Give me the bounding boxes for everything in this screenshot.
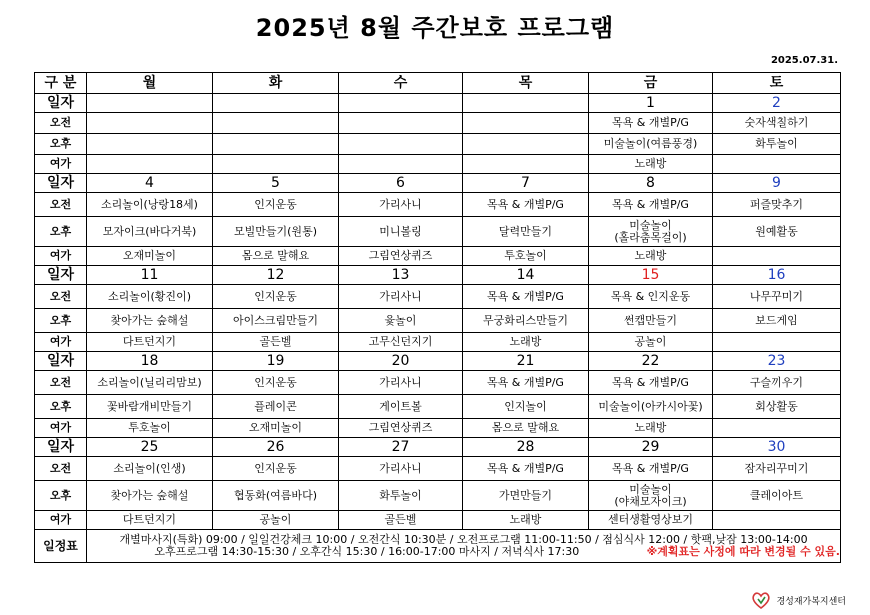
document-date: 2025.07.31. bbox=[770, 55, 838, 66]
date-cell: 7 bbox=[463, 174, 589, 193]
leisure-cell: 다트던지기 bbox=[87, 333, 213, 352]
leisure-cell: 공놀이 bbox=[589, 333, 713, 352]
footer bbox=[750, 589, 846, 611]
leisure-cell: 골든벨 bbox=[213, 333, 339, 352]
morning-cell: 인지운동 bbox=[213, 457, 339, 481]
afternoon-cell: 원예활동 bbox=[713, 217, 841, 247]
leisure-cell: 그림연상퀴즈 bbox=[339, 419, 463, 438]
week-2-morning-row bbox=[35, 193, 841, 217]
afternoon-label: 오후 bbox=[35, 309, 87, 333]
afternoon-cell: 모자이크(바다거북) bbox=[87, 217, 213, 247]
morning-cell: 잠자리꾸미기 bbox=[713, 457, 841, 481]
date-cell bbox=[87, 94, 213, 113]
afternoon-cell: 찾아가는 숲해설 bbox=[87, 481, 213, 511]
week-3-date-row bbox=[35, 266, 841, 285]
schedule-line-1: 개별마사지(특화) 09:00 / 일일건강체크 10:00 / 오전간식 10:30분 / 오전프로그램 11:00-11:50 / 점심식사 12:00 / 핫팩,낮잠 13:00-14:00 bbox=[119, 533, 808, 546]
header-day-wed: 수 bbox=[339, 73, 463, 94]
date-cell: 11 bbox=[87, 266, 213, 285]
morning-cell: 목욕 & 개별P/G bbox=[463, 371, 589, 395]
leisure-cell: 그림연상퀴즈 bbox=[339, 247, 463, 266]
leisure-label: 여가 bbox=[35, 511, 87, 530]
date-cell: 29 bbox=[589, 438, 713, 457]
leisure-cell bbox=[713, 155, 841, 174]
morning-label: 오전 bbox=[35, 285, 87, 309]
afternoon-label: 오후 bbox=[35, 217, 87, 247]
leisure-cell: 노래방 bbox=[463, 511, 589, 530]
week-3-morning-row bbox=[35, 285, 841, 309]
schedule-table bbox=[34, 72, 841, 563]
morning-cell: 퍼즐맞추기 bbox=[713, 193, 841, 217]
afternoon-cell: 게이트볼 bbox=[339, 395, 463, 419]
schedule-body bbox=[35, 94, 841, 530]
week-1-leisure-row bbox=[35, 155, 841, 174]
afternoon-cell: 무궁화리스만들기 bbox=[463, 309, 589, 333]
afternoon-cell: 아이스크림만들기 bbox=[213, 309, 339, 333]
page-title: 2025년 8월 주간보호 프로그램 bbox=[255, 14, 615, 42]
schedule-info-row bbox=[35, 530, 841, 563]
week-2-date-row bbox=[35, 174, 841, 193]
week-2-afternoon-row bbox=[35, 217, 841, 247]
afternoon-cell bbox=[213, 134, 339, 155]
morning-label: 오전 bbox=[35, 113, 87, 134]
date-cell: 13 bbox=[339, 266, 463, 285]
week-3-afternoon-row bbox=[35, 309, 841, 333]
leisure-cell bbox=[87, 155, 213, 174]
morning-cell: 소리놀이(닐리리맘보) bbox=[87, 371, 213, 395]
header-day-thu: 목 bbox=[463, 73, 589, 94]
afternoon-label: 오후 bbox=[35, 395, 87, 419]
morning-cell: 숫자색칠하기 bbox=[713, 113, 841, 134]
morning-cell: 목욕 & 개별P/G bbox=[463, 457, 589, 481]
leisure-cell bbox=[339, 155, 463, 174]
date-cell: 1 bbox=[589, 94, 713, 113]
header-day-mon: 월 bbox=[87, 73, 213, 94]
afternoon-cell: 썬캡만들기 bbox=[589, 309, 713, 333]
date-cell: 23 bbox=[713, 352, 841, 371]
morning-cell: 목욕 & 개별P/G bbox=[463, 193, 589, 217]
morning-cell bbox=[213, 113, 339, 134]
schedule-info bbox=[87, 530, 841, 563]
date-cell: 20 bbox=[339, 352, 463, 371]
leisure-cell: 다트던지기 bbox=[87, 511, 213, 530]
week-5-date-row bbox=[35, 438, 841, 457]
date-cell: 22 bbox=[589, 352, 713, 371]
week-4-morning-row bbox=[35, 371, 841, 395]
leisure-label: 여가 bbox=[35, 419, 87, 438]
afternoon-label: 오후 bbox=[35, 481, 87, 511]
week-4-date-row bbox=[35, 352, 841, 371]
leisure-cell: 노래방 bbox=[463, 333, 589, 352]
afternoon-cell: 미니볼링 bbox=[339, 217, 463, 247]
leisure-label: 여가 bbox=[35, 155, 87, 174]
schedule-label: 일정표 bbox=[35, 530, 87, 563]
afternoon-cell: 클레이아트 bbox=[713, 481, 841, 511]
schedule-line-2 bbox=[87, 546, 840, 558]
schedule-line-2-text: 오후프로그램 14:30-15:30 / 오후간식 15:30 / 16:00-17:00 마사지 / 저녁식사 17:30 bbox=[154, 545, 580, 558]
afternoon-cell: 보드게임 bbox=[713, 309, 841, 333]
date-cell: 2 bbox=[713, 94, 841, 113]
org-name: 경성재가복지센터 bbox=[776, 596, 846, 607]
notice-text: ※계획표는 사정에 따라 변경될 수 있음. bbox=[646, 545, 840, 558]
leisure-cell bbox=[213, 155, 339, 174]
afternoon-cell: 미술놀이 (홀라춤목걸이) bbox=[589, 217, 713, 247]
date-cell: 15 bbox=[589, 266, 713, 285]
week-4-leisure-row bbox=[35, 419, 841, 438]
date-cell: 4 bbox=[87, 174, 213, 193]
leisure-label: 여가 bbox=[35, 333, 87, 352]
date-cell: 30 bbox=[713, 438, 841, 457]
date-cell: 28 bbox=[463, 438, 589, 457]
morning-label: 오전 bbox=[35, 193, 87, 217]
morning-cell: 가리사니 bbox=[339, 285, 463, 309]
morning-cell: 가리사니 bbox=[339, 457, 463, 481]
date-cell bbox=[463, 94, 589, 113]
morning-cell: 인지운동 bbox=[213, 371, 339, 395]
afternoon-label: 오후 bbox=[35, 134, 87, 155]
leisure-cell: 노래방 bbox=[589, 247, 713, 266]
morning-cell: 목욕 & 인지운동 bbox=[589, 285, 713, 309]
afternoon-cell: 모빌만들기(원통) bbox=[213, 217, 339, 247]
date-label: 일자 bbox=[35, 94, 87, 113]
morning-cell: 인지운동 bbox=[213, 285, 339, 309]
leisure-cell bbox=[713, 333, 841, 352]
afternoon-cell bbox=[87, 134, 213, 155]
date-cell: 19 bbox=[213, 352, 339, 371]
afternoon-cell: 찾아가는 숲해설 bbox=[87, 309, 213, 333]
date-cell: 5 bbox=[213, 174, 339, 193]
date-label: 일자 bbox=[35, 438, 87, 457]
header-day-sat: 토 bbox=[713, 73, 841, 94]
date-label: 일자 bbox=[35, 266, 87, 285]
week-4-afternoon-row bbox=[35, 395, 841, 419]
leisure-cell: 노래방 bbox=[589, 155, 713, 174]
week-5-morning-row bbox=[35, 457, 841, 481]
leisure-cell: 공놀이 bbox=[213, 511, 339, 530]
leisure-cell: 골든벨 bbox=[339, 511, 463, 530]
morning-cell bbox=[87, 113, 213, 134]
afternoon-cell: 달력만들기 bbox=[463, 217, 589, 247]
morning-cell: 목욕 & 개별P/G bbox=[463, 285, 589, 309]
date-cell bbox=[339, 94, 463, 113]
morning-cell: 소리놀이(인생) bbox=[87, 457, 213, 481]
morning-cell: 소리놀이(낭랑18세) bbox=[87, 193, 213, 217]
afternoon-cell: 미술놀이 (야채모자이크) bbox=[589, 481, 713, 511]
leisure-cell: 고무신던지기 bbox=[339, 333, 463, 352]
date-label: 일자 bbox=[35, 174, 87, 193]
week-2-leisure-row bbox=[35, 247, 841, 266]
morning-label: 오전 bbox=[35, 457, 87, 481]
date-cell: 18 bbox=[87, 352, 213, 371]
heart-logo-icon bbox=[750, 589, 772, 611]
afternoon-cell: 플레이콘 bbox=[213, 395, 339, 419]
morning-cell: 목욕 & 개별P/G bbox=[589, 371, 713, 395]
header-day-tue: 화 bbox=[213, 73, 339, 94]
week-1-date-row bbox=[35, 94, 841, 113]
leisure-cell: 노래방 bbox=[589, 419, 713, 438]
date-cell: 8 bbox=[589, 174, 713, 193]
afternoon-cell: 윷놀이 bbox=[339, 309, 463, 333]
afternoon-cell: 꽃바람개비만들기 bbox=[87, 395, 213, 419]
leisure-cell bbox=[713, 247, 841, 266]
afternoon-cell: 회상활동 bbox=[713, 395, 841, 419]
morning-cell: 가리사니 bbox=[339, 371, 463, 395]
afternoon-cell: 화투놀이 bbox=[339, 481, 463, 511]
morning-cell: 구슬끼우기 bbox=[713, 371, 841, 395]
morning-cell: 목욕 & 개별P/G bbox=[589, 193, 713, 217]
header-day-fri: 금 bbox=[589, 73, 713, 94]
morning-cell: 나무꾸미기 bbox=[713, 285, 841, 309]
date-cell: 21 bbox=[463, 352, 589, 371]
morning-label: 오전 bbox=[35, 371, 87, 395]
week-1-morning-row bbox=[35, 113, 841, 134]
morning-cell: 인지운동 bbox=[213, 193, 339, 217]
afternoon-cell: 협동화(여름바다) bbox=[213, 481, 339, 511]
afternoon-cell bbox=[463, 134, 589, 155]
week-5-afternoon-row bbox=[35, 481, 841, 511]
header-row bbox=[35, 73, 841, 94]
leisure-cell bbox=[463, 155, 589, 174]
morning-cell: 목욕 & 개별P/G bbox=[589, 457, 713, 481]
week-1-afternoon-row bbox=[35, 134, 841, 155]
afternoon-cell: 미술놀이(여름풍경) bbox=[589, 134, 713, 155]
date-cell: 6 bbox=[339, 174, 463, 193]
date-cell: 26 bbox=[213, 438, 339, 457]
date-cell: 16 bbox=[713, 266, 841, 285]
morning-cell bbox=[339, 113, 463, 134]
leisure-cell bbox=[713, 511, 841, 530]
header-label: 구 분 bbox=[35, 73, 87, 94]
week-3-leisure-row bbox=[35, 333, 841, 352]
leisure-cell: 오재미놀이 bbox=[87, 247, 213, 266]
leisure-cell: 몸으로 말해요 bbox=[463, 419, 589, 438]
leisure-cell: 투호놀이 bbox=[87, 419, 213, 438]
leisure-cell bbox=[713, 419, 841, 438]
date-cell: 27 bbox=[339, 438, 463, 457]
morning-cell: 소리놀이(황진이) bbox=[87, 285, 213, 309]
afternoon-cell: 가면만들기 bbox=[463, 481, 589, 511]
afternoon-cell bbox=[339, 134, 463, 155]
morning-cell: 가리사니 bbox=[339, 193, 463, 217]
date-cell: 25 bbox=[87, 438, 213, 457]
date-cell: 12 bbox=[213, 266, 339, 285]
date-cell: 9 bbox=[713, 174, 841, 193]
afternoon-cell: 인지놀이 bbox=[463, 395, 589, 419]
leisure-cell: 몸으로 말해요 bbox=[213, 247, 339, 266]
leisure-label: 여가 bbox=[35, 247, 87, 266]
date-cell: 14 bbox=[463, 266, 589, 285]
leisure-cell: 투호놀이 bbox=[463, 247, 589, 266]
date-label: 일자 bbox=[35, 352, 87, 371]
morning-cell: 목욕 & 개별P/G bbox=[589, 113, 713, 134]
afternoon-cell: 화투놀이 bbox=[713, 134, 841, 155]
date-cell bbox=[213, 94, 339, 113]
week-5-leisure-row bbox=[35, 511, 841, 530]
afternoon-cell: 미술놀이(아카시아꽃) bbox=[589, 395, 713, 419]
leisure-cell: 센터생활영상보기 bbox=[589, 511, 713, 530]
leisure-cell: 오재미놀이 bbox=[213, 419, 339, 438]
morning-cell bbox=[463, 113, 589, 134]
